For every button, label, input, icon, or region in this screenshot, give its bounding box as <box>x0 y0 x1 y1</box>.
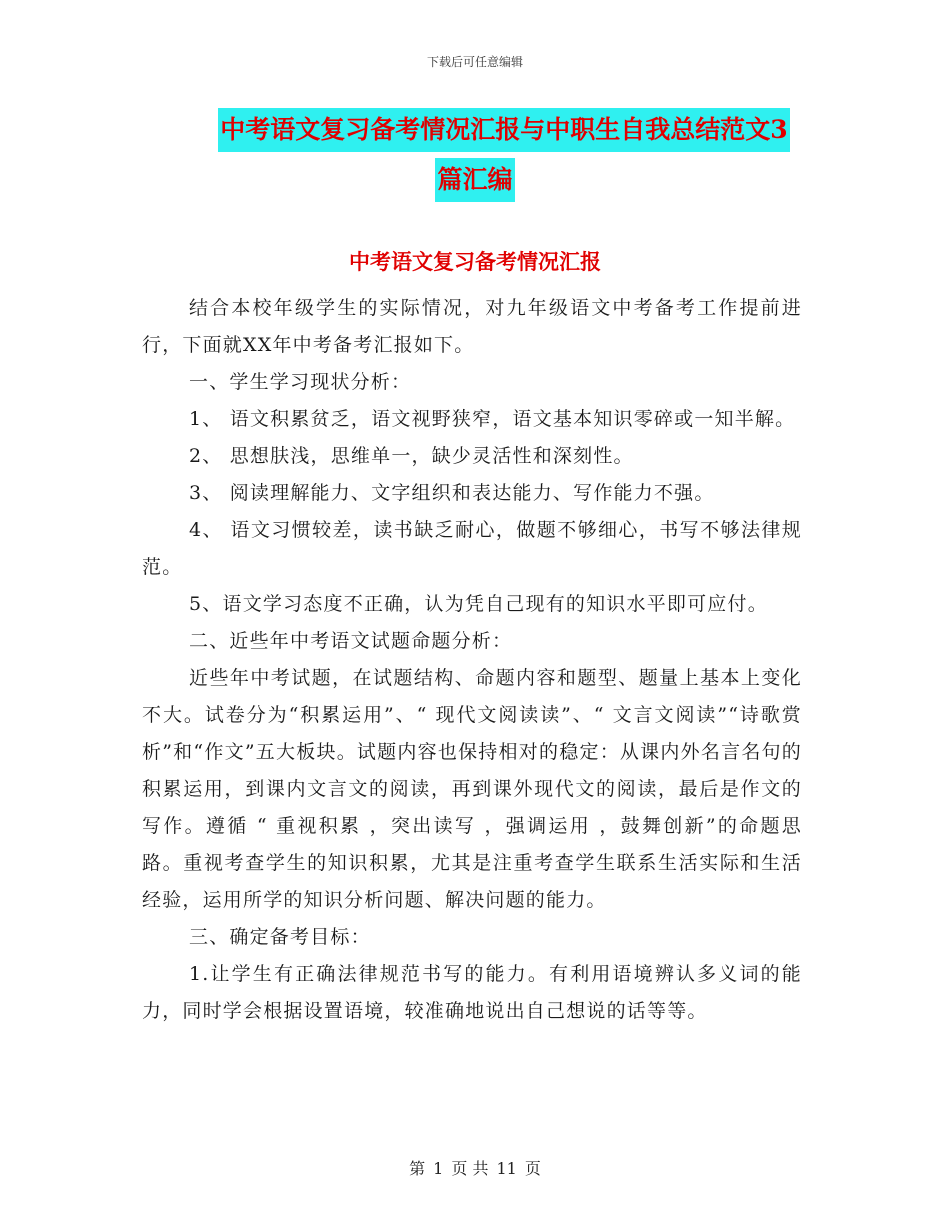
list-item-4: 4、 语文习惯较差，读书缺乏耐心，做题不够细心，书写不够法律规范。 <box>142 519 802 578</box>
body-content <box>142 290 802 1030</box>
footer-total-pages: 11 <box>496 1159 517 1178</box>
heading-section-1: 一、学生学习现状分析： <box>189 371 412 393</box>
document-title <box>140 108 810 202</box>
page-footer <box>0 1156 950 1179</box>
title-line-2: 篇汇编 <box>435 158 514 202</box>
list-item-3: 3、 阅读理解能力、文字组织和表达能力、写作能力不强。 <box>189 482 715 504</box>
header-note: 下载后可任意编辑 <box>426 55 523 69</box>
footer-prefix: 第 <box>409 1159 426 1178</box>
section-subtitle: 中考语文复习备考情况汇报 <box>349 249 601 274</box>
paragraph-analysis: 近些年中考试题，在试题结构、命题内容和题型、题量上基本上变化不大。试卷分为“积累运用”、“ 现代文阅读读”、“ 文言文阅读”“诗歌赏析”和“作文”五大板块。试题内容也保持相对的稳定：从课内外名言名句的积累运用，到课内文言文的阅读，再到课外现代文的阅读，最后是作文的写作。遵循 “ 重视积累 ，突出读写 ，强调运用 ，鼓舞创新”的命题思路。重视考查学生的知识积累，尤其是注重考查学生联系生活实际和生活经验，运用所学的知识分析问题、解决问题的能力。 <box>142 667 802 911</box>
footer-page-number: 1 <box>433 1159 444 1178</box>
paragraph-intro: 结合本校年级学生的实际情况，对九年级语文中考备考工作提前进行，下面就XX年中考备考汇报如下。 <box>142 297 802 356</box>
title-line-1: 中考语文复习备考情况汇报与中职生自我总结范文3 <box>218 108 789 152</box>
list-item-2: 2、 思想肤浅，思维单一，缺少灵活性和深刻性。 <box>189 445 634 467</box>
paragraph-goal-1: 1.让学生有正确法律规范书写的能力。有利用语境辨认多义词的能力，同时学会根据设置语境，较准确地说出自己想说的话等等。 <box>142 963 802 1022</box>
list-item-5: 5、语文学习态度不正确，认为凭自己现有的知识水平即可应付。 <box>189 593 768 615</box>
heading-section-2: 二、近些年中考语文试题命题分析： <box>189 630 513 652</box>
list-item-1: 1、 语文积累贫乏，语文视野狭窄，语文基本知识零碎或一知半解。 <box>189 408 796 430</box>
heading-section-3: 三、确定备考目标： <box>189 926 371 948</box>
footer-middle: 页 共 <box>451 1159 489 1178</box>
footer-suffix: 页 <box>524 1159 541 1178</box>
